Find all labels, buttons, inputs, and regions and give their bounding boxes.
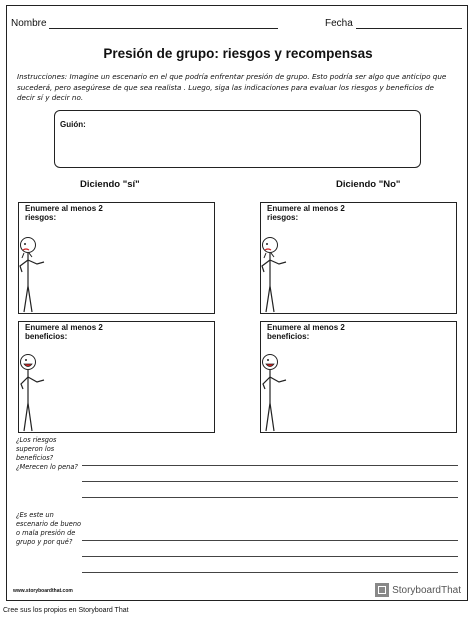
storyboardthat-logo [375,583,461,597]
logo-text: StoryboardThat [392,584,461,596]
question-good-or-bad: ¿Es este un escenario de bueno o mala presión de grupo y por qué? [16,511,82,546]
date-label: Fecha [325,18,353,29]
guion-label: Guión: [60,120,86,129]
date-line [356,28,462,29]
answer-line [82,465,458,466]
answer-line [82,540,458,541]
answer-line [82,497,458,498]
guion-box [54,110,421,168]
worried-stick-figure [13,234,49,314]
happy-stick-figure [255,351,291,433]
panel-yes-benefits-label: Enumere al menos 2 beneficios: [25,323,103,341]
column-no-heading: Diciendo "No" [336,179,401,190]
name-label: Nombre [11,18,47,29]
panel-no-risks-label: Enumere al menos 2 riesgos: [267,204,345,222]
page-title: Presión de grupo: riesgos y recompensas [103,46,373,61]
column-yes-heading: Diciendo "sí" [80,179,140,190]
instructions: Instrucciones: Imagine un escenario en el que podría enfrentar presión de grupo. Esto podría ser algo que anticipo que sucederá, pero asegúrese de que sea realista . Luego, siga las indicaciones para evaluar los riesgos y beneficios de decir sí y decir no. [17,72,447,102]
footer-link[interactable]: Cree sus los propios en Storyboard That [3,607,129,614]
happy-stick-figure [13,351,49,433]
panel-no-benefits-label: Enumere al menos 2 beneficios: [267,323,345,341]
answer-line [82,556,458,557]
answer-line [82,572,458,573]
name-line [49,28,278,29]
logo-icon [375,583,389,597]
worksheet [6,5,468,601]
question-risks-vs-benefits: ¿Los riesgos superon los beneficios? ¿Merecen lo pena? [16,436,78,471]
panel-yes-risks-label: Enumere al menos 2 riesgos: [25,204,103,222]
worried-stick-figure [255,234,291,314]
answer-line [82,481,458,482]
site-url: www.storyboardthat.com [13,588,73,594]
